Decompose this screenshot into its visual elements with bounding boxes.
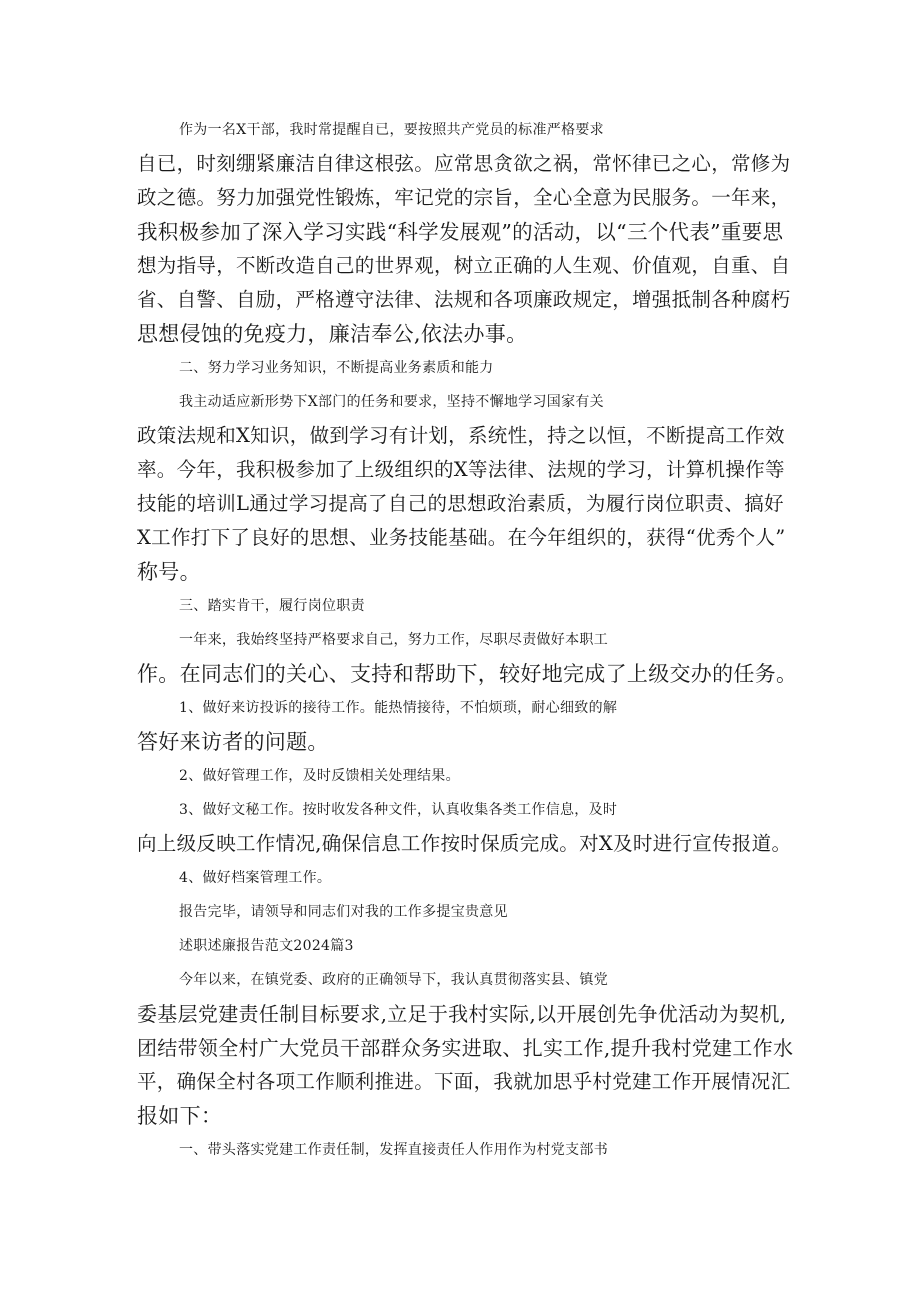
paragraph-line: 政策法规和X知识，做到学习有计划，系统性，持之以恒，不断提高工作效 <box>137 424 785 447</box>
paragraph-line: 向上级反映工作情况,确保信息工作按时保质完成。对X及时进行宣传报道。 <box>137 832 792 855</box>
paragraph-line: X工作打下了良好的思想、业务技能基础。在今年组织的，获得“优秀个人” <box>137 526 786 549</box>
paragraph-line: 平，确保全村各项工作顺利推进。下面，我就加思乎村党建工作开展情况汇 <box>137 1070 791 1093</box>
paragraph-line: 委基层党建责任制目标要求,立足于我村实际,以开展创先争优活动为契机, <box>137 1002 787 1026</box>
paragraph-line: 称号。 <box>137 560 201 584</box>
paragraph-line: 报告完毕，请领导和同志们对我的工作多提宝贵意见 <box>179 904 508 920</box>
paragraph-line: 我积极参加了深入学习实践“科学发展观”的活动，以“三个代表”重要思 <box>137 220 784 244</box>
paragraph-line: 思想侵蚀的免疫力，廉洁奉公,依法办事。 <box>137 322 528 346</box>
list-item: 4、做好档案管理工作。 <box>179 870 332 886</box>
paragraph-line: 想为指导，不断改造自己的世界观，树立正确的人生观、价值观，自重、自 <box>137 254 791 277</box>
paragraph-line: 政之德。努力加强党性锻炼，牢记党的宗旨，全心全意为民服务。一年来， <box>137 186 791 209</box>
section-heading: 一、带头落实党建工作责任制，发挥直接责任人作用作为村党支部书 <box>179 1142 608 1158</box>
paragraph-line: 报如下： <box>137 1104 223 1128</box>
list-item: 3、做好文秘工作。按时收发各种文件，认真收集各类工作信息，及时 <box>179 802 618 818</box>
paragraph-line: 我主动适应新形势下X部门的任务和要求，坚持不懈地学习国家有关 <box>179 394 604 410</box>
section-heading: 二、努力学习业务知识，不断提高业务素质和能力 <box>179 360 494 376</box>
paragraph-line: 省、自警、自励，严格遵守法律、法规和各项廉政规定，增强抵制各种腐朽 <box>137 288 791 311</box>
paragraph-line: 自已，时刻绷紧廉洁自律这根弦。应常思贪欲之祸，常怀律已之心，常修为 <box>137 152 791 175</box>
section-heading: 三、踏实肯干，履行岗位职责 <box>179 598 365 614</box>
paragraph-line: 率。今年，我积极参加了上级组织的X等法律、法规的学习，计算机操作等 <box>137 458 785 481</box>
paragraph-line: 技能的培训L通过学习提高了自己的思想政治素质，为履行岗位职责、搞好 <box>137 492 784 515</box>
paragraph-line: 一年来，我始终坚持严格要求自己，努力工作，尽职尽责做好本职工 <box>179 632 608 648</box>
paragraph-line: 团结带领全村广大党员干部群众务实进取、扎实工作,提升我村党建工作水 <box>137 1036 794 1060</box>
paragraph-line: 答好来访者的问题。 <box>137 730 329 754</box>
list-item: 2、做好管理工作，及时反馈相关处理结果。 <box>179 768 460 784</box>
list-item: 1、做好来访投诉的接待工作。能热情接待，不怕烦琐，耐心细致的解 <box>179 700 618 716</box>
article-title: 述职述廉报告范文2024篇3 <box>179 938 354 954</box>
paragraph-line: 作为一名X干部，我时常提醒自已，要按照共产党员的标准严格要求 <box>179 122 604 138</box>
paragraph-line: 今年以来，在镇党委、政府的正确领导下，我认真贯彻落实县、镇党 <box>179 972 608 988</box>
paragraph-line: 作。在同志们的关心、支持和帮助下，较好地完成了上级交办的任务。 <box>137 662 798 686</box>
